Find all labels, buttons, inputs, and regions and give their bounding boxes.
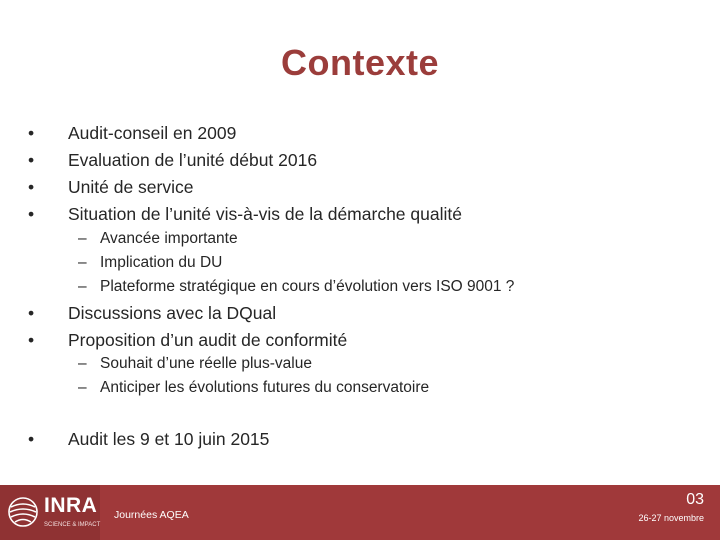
logo-tagline: SCIENCE & IMPACT — [44, 522, 101, 528]
bullet-icon: • — [28, 150, 35, 170]
bullet-text: Unité de service — [68, 177, 194, 197]
dash-icon: – — [78, 355, 87, 372]
logo-text: INRA — [44, 494, 98, 517]
bullet-icon: • — [28, 177, 35, 197]
bullet-text: Evaluation de l’unité début 2016 — [68, 150, 318, 170]
footer-bar — [0, 485, 720, 540]
sub-bullet-text: Implication du DU — [100, 254, 223, 271]
slide-title: Contexte — [280, 42, 440, 83]
dash-icon: – — [78, 278, 87, 295]
bullet-text: Discussions avec la DQual — [68, 303, 277, 323]
dash-icon: – — [78, 379, 87, 396]
bullet-icon: • — [28, 429, 35, 449]
sub-bullet-text: Plateforme stratégique en cours d’évolution vers ISO 9001 ? — [100, 278, 515, 295]
bullet-icon: • — [28, 303, 35, 323]
bullet-icon: • — [28, 204, 35, 224]
bullet-text: Audit les 9 et 10 juin 2015 — [68, 429, 270, 449]
bullet-text: Situation de l’unité vis-à-vis de la démarche qualité — [68, 204, 462, 224]
bullet-text: Proposition d’un audit de conformité — [68, 330, 348, 350]
bullet-icon: • — [28, 123, 35, 143]
dash-icon: – — [78, 230, 87, 247]
bullet-text: Audit-conseil en 2009 — [68, 123, 237, 143]
sub-bullet-text: Avancée importante — [100, 230, 238, 247]
dash-icon: – — [78, 254, 87, 271]
sub-bullet-text: Anticiper les évolutions futures du conservatoire — [100, 379, 430, 396]
event-date: 26-27 novembre — [638, 513, 704, 523]
sub-bullet-text: Souhait d’une réelle plus-value — [100, 355, 312, 372]
event-name: Journées AQEA — [114, 509, 189, 521]
logo-mark-icon — [6, 495, 40, 529]
slide-number: 03 — [686, 491, 704, 508]
bullet-icon: • — [28, 330, 35, 350]
